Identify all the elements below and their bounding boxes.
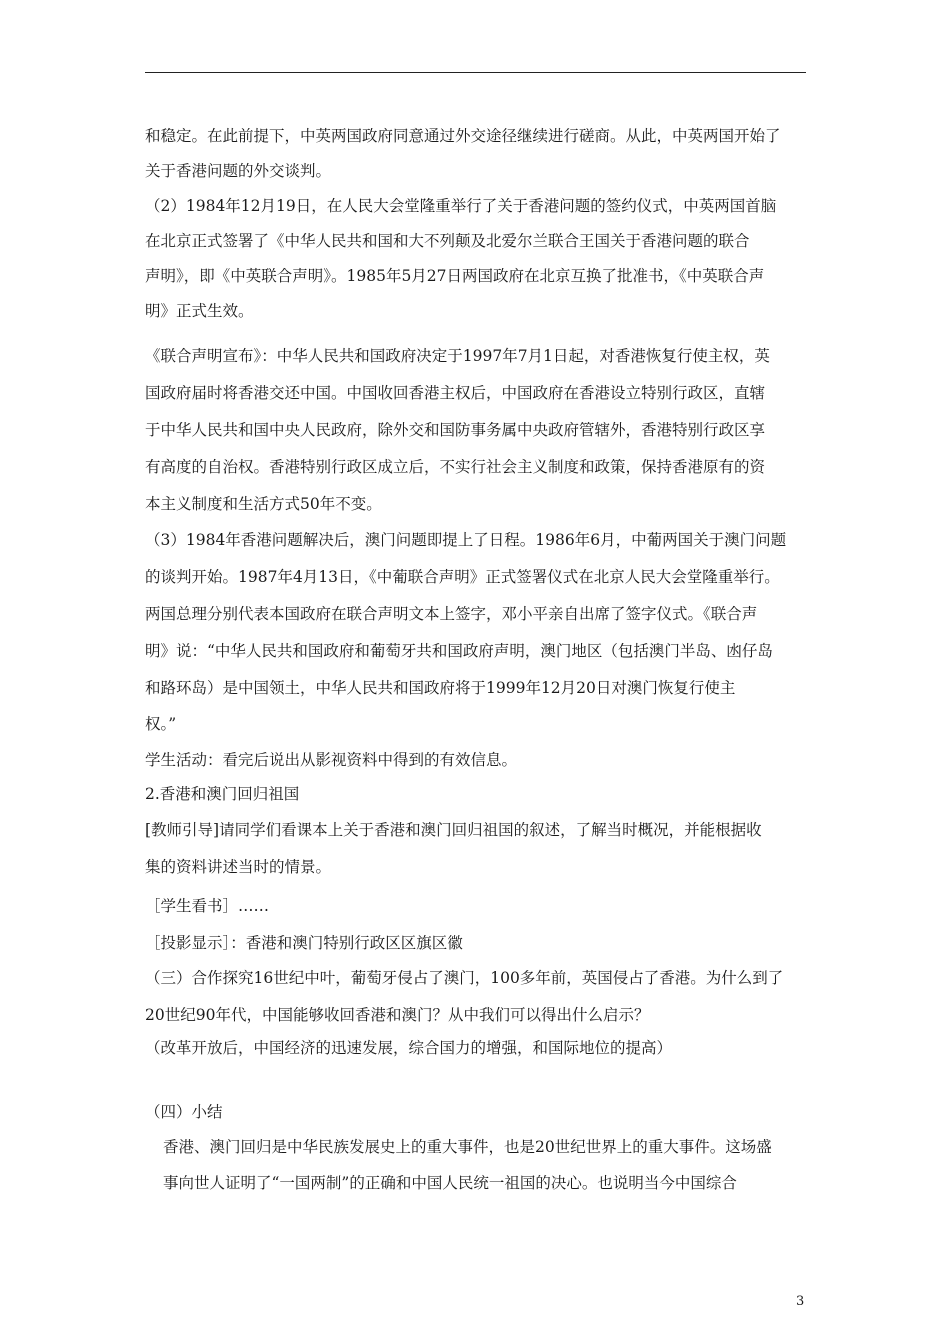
text-line-21: 集的资料讲述当时的情景。 — [145, 858, 332, 876]
text-line-1: 和稳定。在此前提下，中英两国政府同意通过外交途径继续进行磋商。从此，中英两国开始了 — [145, 127, 781, 145]
header-rule — [145, 72, 806, 73]
text-line-7: 《联合声明宣布》：中华人民共和国政府决定于1997年7月1日起，对香港恢复行使主权，英 — [145, 347, 770, 365]
section-heading-summary: （四）小结 — [145, 1103, 223, 1121]
page-number: 3 — [796, 1294, 805, 1309]
text-line-10: 有高度的自治权。香港特别行政区成立后，不实行社会主义制度和政策，保持香港原有的资 — [145, 458, 766, 476]
text-line-28: 香港、澳门回归是中华民族发展史上的重大事件，也是20世纪世界上的重大事件。这场盛 — [163, 1138, 772, 1156]
text-line-24: （三）合作探究16世纪中叶，葡萄牙侵占了澳门，100多年前，英国侵占了香港。为什么到了 — [145, 969, 784, 987]
text-line-9: 于中华人民共和国中央人民政府，除外交和国防事务属中央政府管辖外，香港特别行政区享 — [145, 421, 766, 439]
text-line-15: 明》说：“中华人民共和国政府和葡萄牙共和国政府声明，澳门地区（包括澳门半岛、凼仔岛 — [145, 642, 773, 660]
text-line-23: ［投影显示］：香港和澳门特别行政区区旗区徽 — [145, 934, 463, 952]
text-line-26: （改革开放后，中国经济的迅速发展，综合国力的增强，和国际地位的提高） — [145, 1039, 673, 1057]
text-line-2: 关于香港问题的外交谈判。 — [145, 162, 332, 180]
section-heading-return: 2.香港和澳门回归祖国 — [145, 785, 300, 803]
text-line-12: （3）1984年香港问题解决后，澳门问题即提上了日程。1986年6月，中葡两国关于澳门问题 — [145, 531, 787, 549]
text-line-22: ［学生看书］…… — [145, 897, 270, 915]
text-line-20: [教师引导]请同学们看课本上关于香港和澳门回归祖国的叙述，了解当时概况，并能根据收 — [145, 821, 762, 839]
text-line-14: 两国总理分别代表本国政府在联合声明文本上签字，邓小平亲自出席了签字仪式。《联合声 — [145, 605, 758, 623]
text-line-5: 声明》，即《中英联合声明》。1985年5月27日两国政府在北京互换了批准书，《中英联合声 — [145, 267, 765, 285]
text-line-3: （2）1984年12月19日，在人民大会堂隆重举行了关于香港问题的签约仪式，中英两国首脑 — [145, 197, 777, 215]
text-line-8: 国政府届时将香港交还中国。中国收回香港主权后，中国政府在香港设立特别行政区，直辖 — [145, 384, 766, 402]
text-line-18: 学生活动：看完后说出从影视资料中得到的有效信息。 — [145, 751, 518, 769]
text-line-16: 和路环岛）是中国领土，中华人民共和国政府将于1999年12月20日对澳门恢复行使主 — [145, 679, 736, 697]
text-line-13: 的谈判开始。1987年4月13日，《中葡联合声明》正式签署仪式在北京人民大会堂隆重举行。 — [145, 568, 780, 586]
text-line-6: 明》正式生效。 — [145, 302, 254, 320]
text-line-25: 20世纪90年代，中国能够收回香港和澳门？从中我们可以得出什么启示？ — [145, 1006, 650, 1024]
text-line-17: 权。” — [145, 715, 177, 733]
text-line-11: 本主义制度和生活方式50年不变。 — [145, 495, 382, 513]
text-line-4: 在北京正式签署了《中华人民共和国和大不列颠及北爱尔兰联合王国关于香港问题的联合 — [145, 232, 750, 250]
text-line-29: 事向世人证明了“一国两制”的正确和中国人民统一祖国的决心。也说明当今中国综合 — [163, 1174, 737, 1192]
